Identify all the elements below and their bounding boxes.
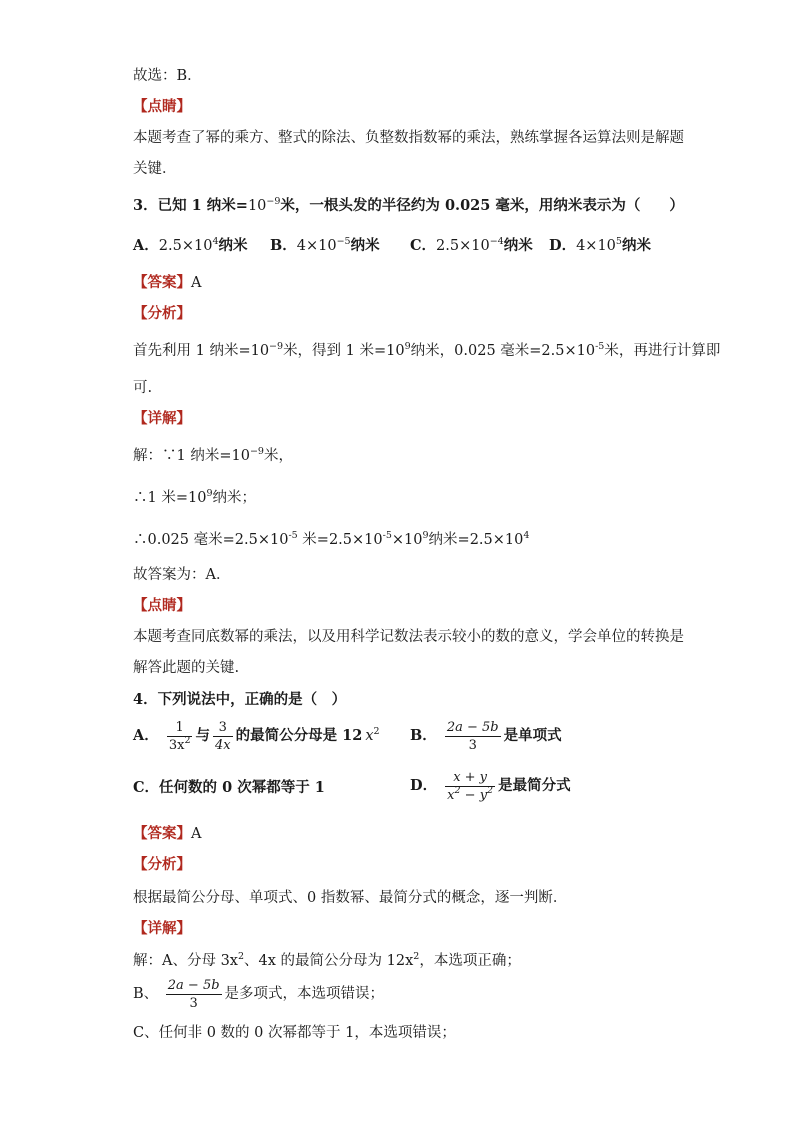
question-4-option-d: D． $\frac{x + y}{x^2 - y^2}$ 是最简分式 bbox=[410, 769, 571, 803]
question-4-detail-step-c: C、任何非 0 数的 0 次幂都等于 1，本选项错误； bbox=[133, 1025, 456, 1041]
question-3-detail-step-1: 解：∵1 纳米$=10^{-9}$米， bbox=[133, 446, 293, 464]
question-4-number: 4． bbox=[133, 691, 158, 708]
fraction: $\frac{2a - 5b}{3}$ bbox=[167, 977, 220, 1011]
question-3-dianjing-line-1: 本题考查同底数幂的乘法，以及用科学记数法表示较小的数的意义，学会单位的转换是 bbox=[133, 629, 684, 645]
question-3-dianjing-heading: 【点睛】 bbox=[133, 597, 191, 614]
question-3-analysis-heading: 【分析】 bbox=[133, 305, 191, 322]
question-4-analysis-heading: 【分析】 bbox=[133, 856, 191, 873]
question-4-answer: 【答案】A bbox=[133, 825, 202, 842]
question-3-number: 3． bbox=[133, 197, 158, 214]
question-3-analysis-line-2: 可. bbox=[133, 380, 153, 396]
question-3-final-answer: 故答案为：A． bbox=[133, 567, 231, 583]
fraction: $\frac{2a - 5b}{3}$ bbox=[446, 719, 499, 753]
question-3-dianjing-line-2: 解答此题的关键. bbox=[133, 660, 240, 676]
question-3-option-a: A．$2.5\times 10^4$纳米 bbox=[133, 236, 248, 254]
dianjing-text-1a: 本题考查了幂的乘方、整式的除法、负整数指数幂的乘法，熟练掌握各运算法则是解题 bbox=[133, 130, 684, 146]
question-3-detail-step-2: ∴1 米$=10^9$纳米； bbox=[133, 488, 256, 506]
fraction: $\frac{1}{3x^2}$ bbox=[168, 719, 191, 753]
question-4-analysis-text: 根据最简公分母、单项式、0 指数幂、最简分式的概念，逐一判断． bbox=[133, 890, 568, 906]
fraction: $\frac{3}{4x}$ bbox=[214, 719, 231, 753]
dianjing-heading-1: 【点睛】 bbox=[133, 98, 191, 115]
question-3-answer: 【答案】A bbox=[133, 274, 202, 291]
question-4-option-c: C．任何数的 0 次幂都等于 1 bbox=[133, 779, 325, 796]
fraction: $\frac{x + y}{x^2 - y^2}$ bbox=[447, 769, 494, 803]
prev-answer-choice: 故选：B． bbox=[133, 68, 202, 84]
question-4-stem: 4．下列说法中，正确的是（ ） bbox=[133, 691, 347, 708]
question-3-option-c: C．$2.5\times 10^{-4}$纳米 bbox=[410, 236, 533, 254]
question-3-detail-step-3: ∴0.025 毫米$=2.5\times 10^{-5}$ 米$=2.5\times 10^{-5}\times 10^9$纳米$=2.5\times 10^4$ bbox=[133, 530, 530, 548]
question-4-option-a: A． $\frac{1}{3x^2}$ 与 $\frac{3}{4x}$ 的最简公分母是 12 $x^2$ bbox=[133, 719, 380, 753]
question-3-analysis-line-1: 首先利用 1 纳米$=10^{-9}$米，得到 1 米$=10^9$纳米，0.025 毫米$=2.5\times 10^{-5}$米，再进行计算即 bbox=[133, 341, 721, 359]
question-4-detail-step-a: 解：A、分母 $3x^2$、4x 的最简公分母为 $12x^2$，本选项正确； bbox=[133, 951, 521, 969]
dianjing-text-1b: 关键． bbox=[133, 161, 177, 177]
question-4-detail-step-b: B、 $\frac{2a - 5b}{3}$ 是多项式，本选项错误； bbox=[133, 977, 385, 1011]
question-3-option-d: D．$4\times 10^5$纳米 bbox=[549, 236, 651, 254]
question-3-stem: 3．已知 1 纳米$=10^{-9}$米，一根头发的半径约为 0.025 毫米，用纳米表示为（ ） bbox=[133, 196, 684, 214]
question-4-option-b: B． $\frac{2a - 5b}{3}$ 是单项式 bbox=[410, 719, 562, 753]
question-4-detail-heading: 【详解】 bbox=[133, 920, 191, 937]
question-3-option-b: B．$4\times 10^{-5}$纳米 bbox=[270, 236, 380, 254]
question-3-detail-heading: 【详解】 bbox=[133, 410, 191, 427]
